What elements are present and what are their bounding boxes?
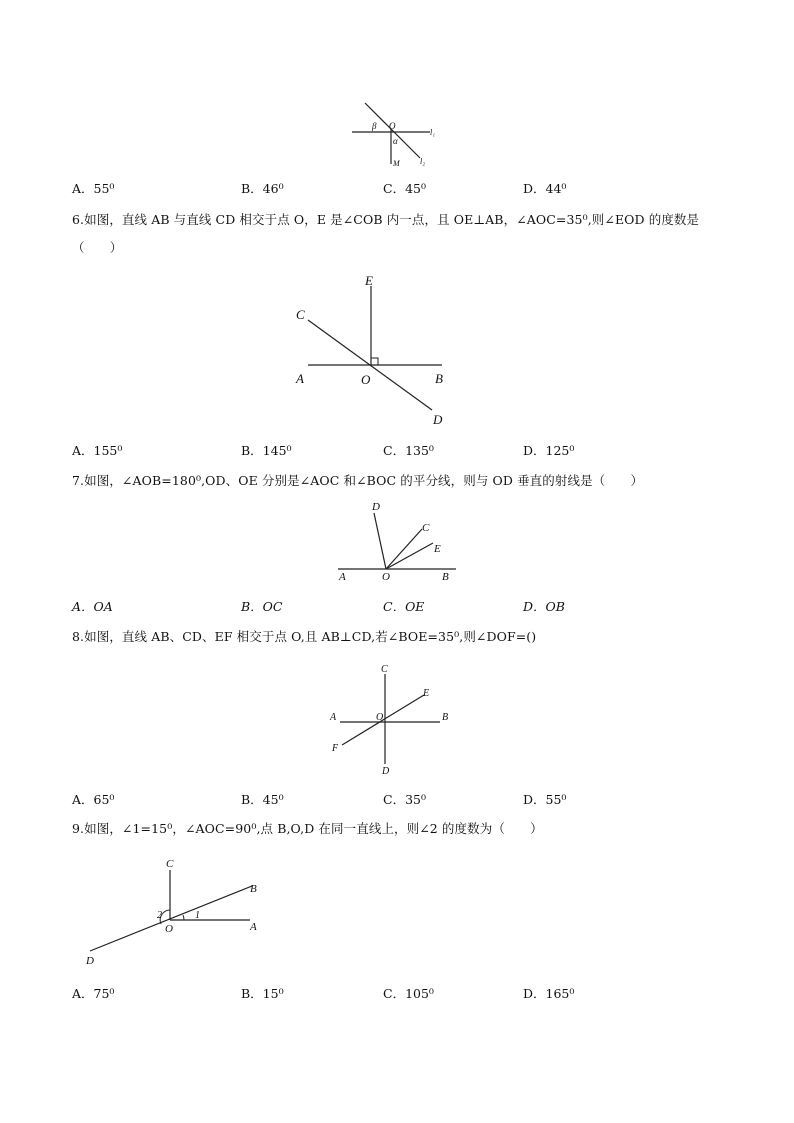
label-2: 2 <box>157 910 162 921</box>
q6-figure <box>290 272 460 430</box>
q8-option-b[interactable]: B．45⁰ <box>241 792 284 807</box>
q8-option-c[interactable]: C．35⁰ <box>383 792 426 807</box>
label-d: D <box>86 955 94 967</box>
label-l2: l₂ <box>420 157 426 166</box>
label-d: D <box>433 412 443 427</box>
label-b: B <box>435 371 443 386</box>
label-c: C <box>381 664 388 675</box>
ray-od <box>374 513 386 569</box>
q9-figure <box>80 852 265 970</box>
q6-option-d[interactable]: D．125⁰ <box>523 443 575 458</box>
label-e: E <box>423 688 430 699</box>
q6-stem-line1: 6.如图，直线 AB 与直线 CD 相交于点 O，E 是∠COB 内一点，且 OE⊥AB，∠AOC=35⁰,则∠EOD 的度数是 <box>72 212 700 227</box>
q7-option-c[interactable]: C．OE <box>383 599 425 614</box>
label-e: E <box>365 273 373 288</box>
label-f: F <box>332 743 339 754</box>
label-beta: β <box>372 121 377 131</box>
label-a: A <box>339 571 346 583</box>
label-l1: l₁ <box>430 128 436 137</box>
q9-option-d[interactable]: D．165⁰ <box>523 986 575 1001</box>
label-a: A <box>330 712 337 723</box>
label-a: A <box>296 371 304 386</box>
label-d: D <box>372 501 380 513</box>
q8-figure <box>326 660 456 778</box>
label-c: C <box>296 307 305 322</box>
label-c: C <box>166 858 174 870</box>
label-o: O <box>376 712 384 723</box>
label-o: O <box>389 121 396 131</box>
label-d: D <box>382 766 390 777</box>
q7-figure <box>330 496 460 586</box>
label-e: E <box>434 543 441 555</box>
q6-option-b[interactable]: B．145⁰ <box>241 443 292 458</box>
q8-option-d[interactable]: D．55⁰ <box>523 792 567 807</box>
q7-option-a[interactable]: A．OA <box>72 599 113 614</box>
label-a: A <box>250 921 257 933</box>
q5-figure <box>350 98 440 170</box>
angle-1-arc <box>183 915 184 920</box>
q9-option-a[interactable]: A．75⁰ <box>72 986 115 1001</box>
q9-option-b[interactable]: B．15⁰ <box>241 986 284 1001</box>
q7-option-b[interactable]: B．OC <box>241 599 283 614</box>
right-angle-mark <box>371 358 378 365</box>
q9-stem: 9.如图，∠1=15⁰，∠AOC=90⁰,点 B,O,D 在同一直线上，则∠2 的度数为（ ） <box>72 821 543 836</box>
q5-option-c[interactable]: C．45⁰ <box>383 181 426 196</box>
q8-stem: 8.如图，直线 AB、CD、EF 相交于点 O,且 AB⊥CD,若∠BOE=35⁰,则∠DOF=() <box>72 629 537 644</box>
label-b: B <box>250 883 257 895</box>
ray-oe <box>386 543 433 569</box>
ray-oc <box>386 529 422 569</box>
label-b: B <box>442 712 449 723</box>
label-o: O <box>382 571 390 583</box>
q7-option-d[interactable]: D．OB <box>523 599 565 614</box>
q7-stem: 7.如图，∠AOB=180⁰,OD、OE 分别是∠AOC 和∠BOC 的平分线，则与 OD 垂直的射线是（ ） <box>72 473 644 488</box>
q8-option-a[interactable]: A．65⁰ <box>72 792 115 807</box>
line-bd <box>90 886 252 951</box>
label-c: C <box>422 522 430 534</box>
label-o: O <box>165 923 173 935</box>
label-1: 1 <box>195 910 200 921</box>
q9-option-c[interactable]: C．105⁰ <box>383 986 434 1001</box>
q6-option-c[interactable]: C．135⁰ <box>383 443 434 458</box>
q6-stem-line2: （ ） <box>72 240 123 255</box>
q5-option-a[interactable]: A．55⁰ <box>72 181 115 196</box>
label-m: M <box>393 159 400 168</box>
q5-option-d[interactable]: D．44⁰ <box>523 181 567 196</box>
q6-option-a[interactable]: A．155⁰ <box>72 443 123 458</box>
q5-option-b[interactable]: B．46⁰ <box>241 181 284 196</box>
label-o: O <box>361 372 371 387</box>
label-alpha: α <box>393 136 398 146</box>
label-b: B <box>442 571 449 583</box>
